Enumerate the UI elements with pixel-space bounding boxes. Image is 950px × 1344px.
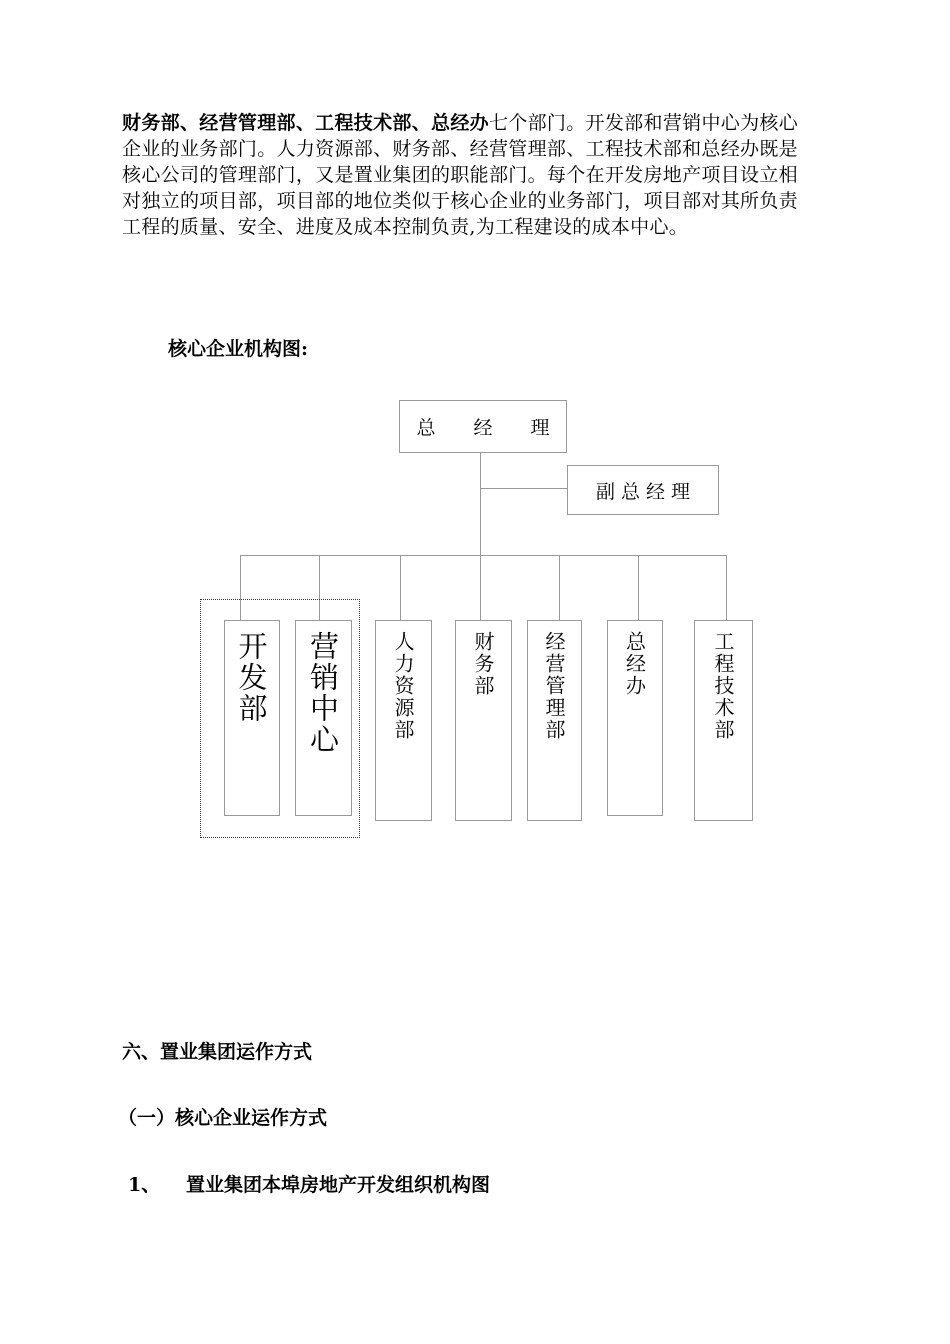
dept-box-general-office [607,620,663,816]
dept-box-engineering [694,620,753,821]
dept-label: 人力资源部 [391,631,415,741]
general-manager-box: 总 经 理 [399,400,567,453]
intro-rest: 七个部门。开发部和营销中心为核心企业的业务部门。人力资源部、财务部、经营管理部、工程技术部和总经办既是核心公司的管理部门，又是置业集团的职能部门。每个在开发房地产项目设立相对独立的项目部，项目部的地位类似于核心企业的业务部门，项目部对其所负责工程的质量、安全、进度及成本控制负责,为工程建设的成本中心。 [122,112,798,238]
deputy-manager-box: 副 总 经 理 [567,465,719,515]
connector-horizontal [240,555,727,556]
connector-drop-3 [400,555,401,620]
item-number: 1、 [128,1174,161,1196]
dept-label: 财务部 [471,631,495,697]
connector-drop-5 [559,555,560,620]
dept-box-operations [527,620,582,821]
section-heading: 六、置业集团运作方式 [122,1041,313,1063]
subsection-heading: （一）核心企业运作方式 [118,1107,328,1129]
dept-box-marketing [295,620,352,816]
intro-paragraph [122,110,798,240]
dept-label: 经营管理部 [542,631,566,741]
connector-drop-7 [726,555,727,620]
dept-label: 总经办 [622,631,647,697]
connector-drop-6 [638,555,639,620]
item-title: 置业集团本埠房地产开发组织机构图 [186,1174,491,1196]
dept-box-development [224,620,280,816]
org-chart-heading: 核心企业机构图: [168,338,309,360]
dept-label: 工程技术部 [711,631,735,741]
dept-box-finance [455,620,512,821]
dept-label: 营销中心 [306,631,340,755]
intro-bold-lead: 财务部、经营管理部、工程技术部、总经办 [122,112,489,134]
connector-trunk [480,453,481,555]
dept-box-hr [375,620,432,821]
dept-label: 开发部 [234,631,269,724]
connector-drop-4 [480,555,481,620]
connector-deputy [480,488,567,489]
